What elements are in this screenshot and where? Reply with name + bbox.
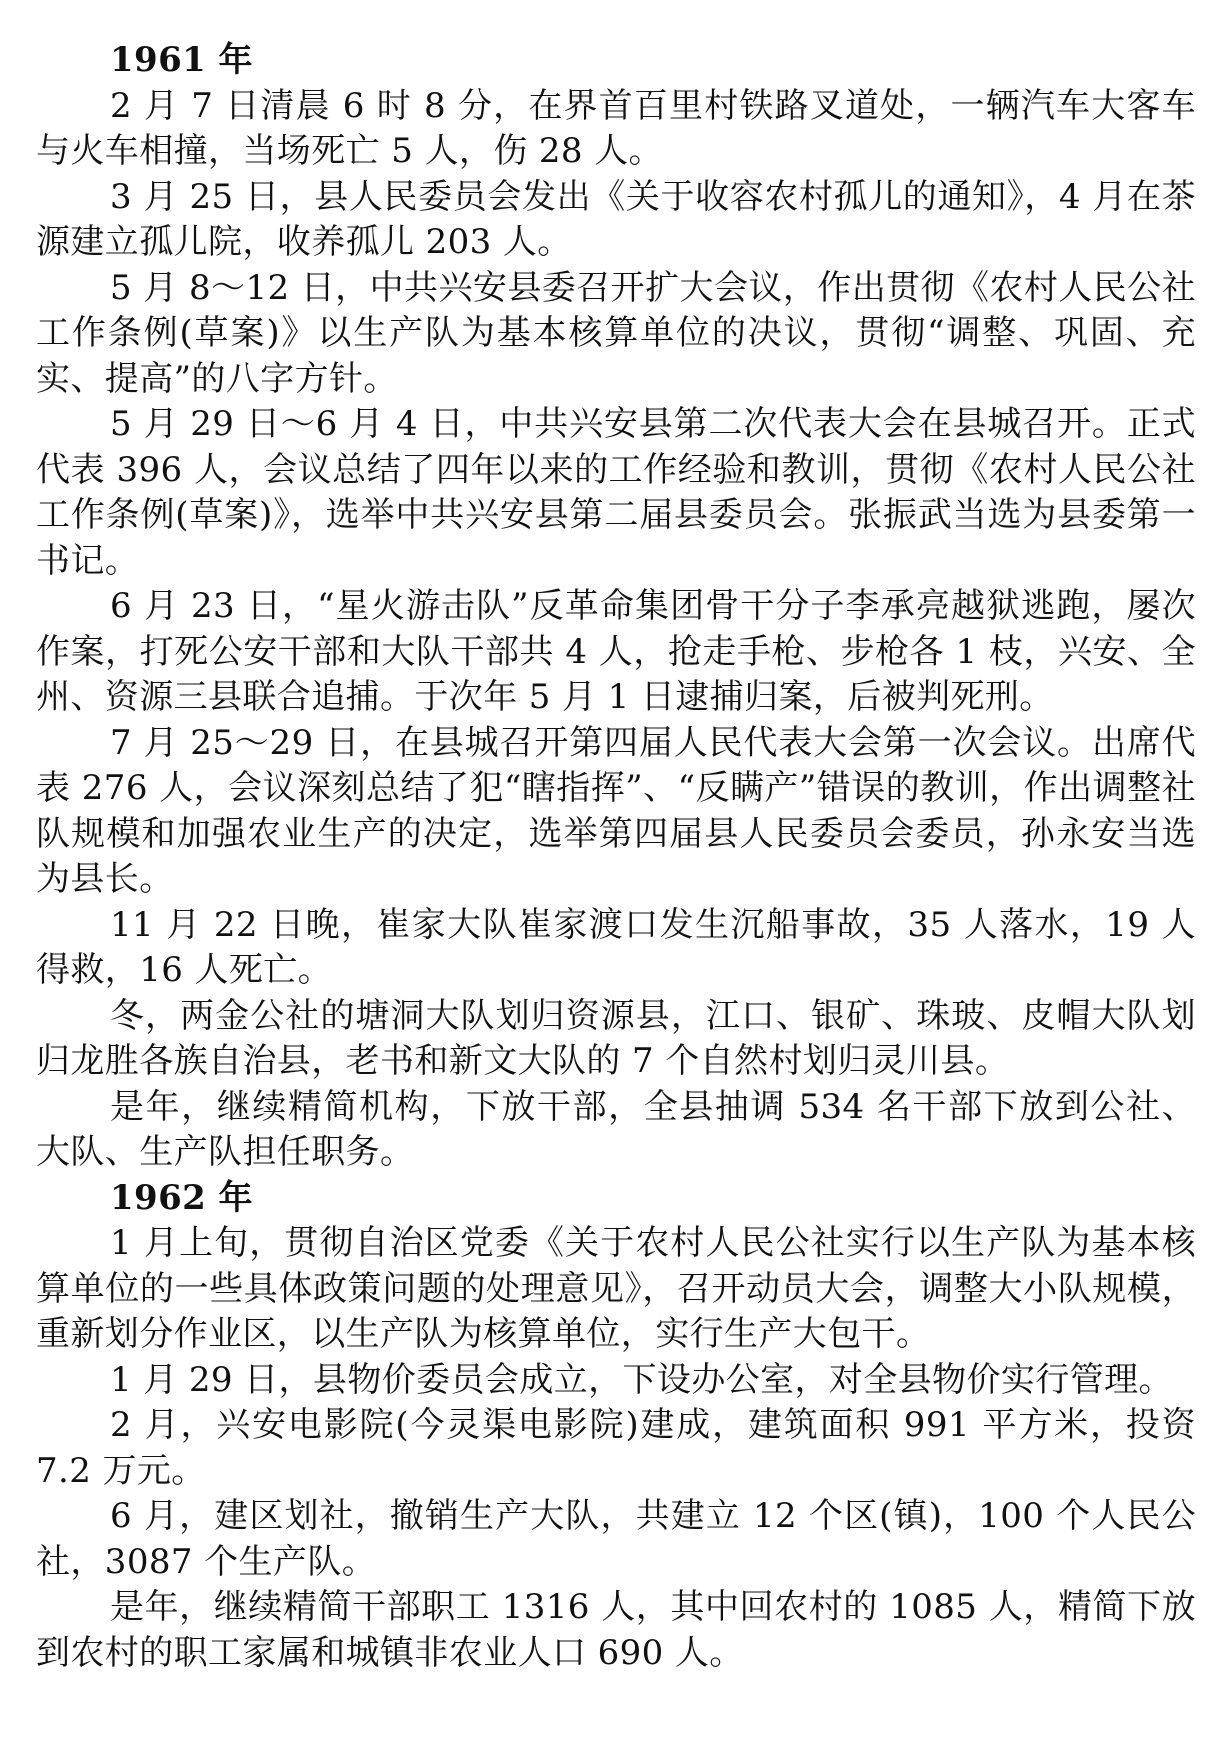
chronicle-entry: 7 月 25～29 日，在县城召开第四届人民代表大会第一次会议。出席代表 276 人，会议深刻总结了犯“瞎指挥”、“反瞒产”错误的教训，作出调整社队规模和加强农业生产的决定，选举第四届县人民委员会委员，孙永安当选为县长。 <box>36 722 1196 899</box>
chronicle-entry: 3 月 25 日，县人民委员会发出《关于收容农村孤儿的通知》，4 月在茶源建立孤儿院，收养孤儿 203 人。 <box>36 176 1196 262</box>
chronicle-entry: 1 月 29 日，县物价委员会成立，下设办公室，对全县物价实行管理。 <box>110 1359 1173 1400</box>
document-page <box>36 38 1196 1676</box>
year-heading: 1961 年 <box>110 40 253 80</box>
chronicle-entry: 2 月 7 日清晨 6 时 8 分，在界首百里村铁路叉道处，一辆汽车大客车与火车相撞，当场死亡 5 人，伤 28 人。 <box>36 85 1196 171</box>
chronicle-entry: 1 月上旬，贯彻自治区党委《关于农村人民公社实行以生产队为基本核算单位的一些具体政策问题的处理意见》，召开动员大会，调整大小队规模，重新划分作业区，以生产队为核算单位，实行生产大包干。 <box>36 1223 1196 1354</box>
chronicle-entry: 5 月 29 日～6 月 4 日，中共兴安县第二次代表大会在县城召开。正式代表 396 人，会议总结了四年以来的工作经验和教训，贯彻《农村人民公社工作条例(草案)》，选举中共兴安县第二届县委员会。张振武当选为县委第一书记。 <box>36 404 1196 581</box>
year-heading: 1962 年 <box>110 1177 253 1218</box>
year-section-1961 <box>36 38 1196 1176</box>
chronicle-entry: 冬，两金公社的塘洞大队划归资源县，江口、银矿、珠玻、皮帽大队划归龙胜各族自治县，老书和新文大队的 7 个自然村划归灵川县。 <box>36 995 1196 1081</box>
chronicle-entry: 是年，继续精简干部职工 1316 人，其中回农村的 1085 人，精简下放到农村的职工家属和城镇非农业人口 690 人。 <box>36 1587 1196 1673</box>
chronicle-entry: 6 月，建区划社，撤销生产大队，共建立 12 个区(镇)，100 个人民公社，3087 个生产队。 <box>36 1496 1196 1582</box>
chronicle-entry: 是年，继续精简机构，下放干部，全县抽调 534 名干部下放到公社、大队、生产队担任职务。 <box>36 1086 1196 1172</box>
chronicle-entry: 5 月 8～12 日，中共兴安县委召开扩大会议，作出贯彻《农村人民公社工作条例(草案)》以生产队为基本核算单位的决议，贯彻“调整、巩固、充实、提高”的八字方针。 <box>36 267 1196 399</box>
chronicle-entry: 2 月，兴安电影院(今灵渠电影院)建成，建筑面积 991 平方米，投资 7.2 万元。 <box>36 1405 1196 1491</box>
chronicle-entry: 11 月 22 日晚，崔家大队崔家渡口发生沉船事故，35 人落水，19 人得救，16 人死亡。 <box>36 904 1196 990</box>
year-section-1962 <box>36 1176 1196 1677</box>
chronicle-entry: 6 月 23 日，“星火游击队”反革命集团骨干分子李承亮越狱逃跑，屡次作案，打死公安干部和大队干部共 4 人，抢走手枪、步枪各 1 枝，兴安、全州、资源三县联合追捕。于次年 5 月 1 日逮捕归案，后被判死刑。 <box>36 586 1196 717</box>
